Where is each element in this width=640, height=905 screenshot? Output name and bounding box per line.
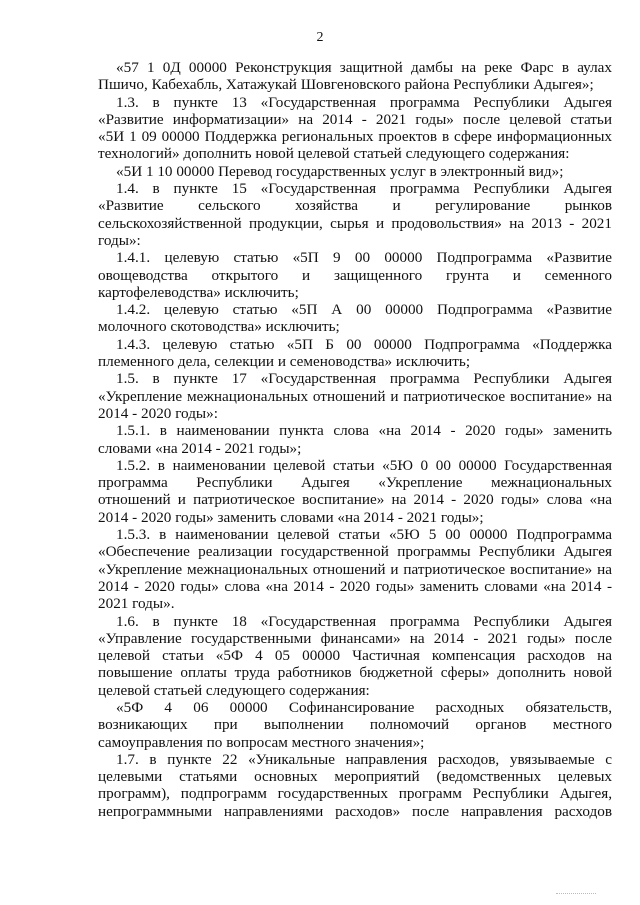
text-line: словами «на 2014 - 2021 годы»; [98, 439, 302, 457]
text-line: 1.5.2. в наименовании целевой статьи «5Ю 0 00 00000 Государственная [116, 456, 612, 474]
text-line: племенного дела, селекции и семеноводства» исключить; [98, 353, 471, 371]
text-line: годы»: [98, 231, 141, 249]
text-line: сельскохозяйственной продукции, сырья и продовольствия» на 2013 - 2021 [98, 214, 612, 232]
text-line: программа Республики Адыгея «Укрепление межнациональных [98, 474, 612, 492]
text-line: 2021 годы». [98, 595, 175, 613]
text-line: молочного скотоводства» исключить; [98, 318, 340, 336]
text-line: «5И 1 09 00000 Поддержка региональных проектов в сфере информационных [98, 128, 612, 146]
text-line: 1.4.3. целевую статью «5П Б 00 00000 Подпрограмма «Поддержка [116, 335, 612, 353]
text-line: 1.7. в пункте 22 «Уникальные направления расходов, увязываемые с [116, 750, 612, 768]
text-line: 1.4. в пункте 15 «Государственная программа Республики Адыгея [116, 180, 612, 198]
text-line: картофелеводства» исключить; [98, 283, 299, 301]
text-line: «Развитие информатизации» на 2014 - 2021 годы» после целевой статьи [98, 110, 612, 128]
text-line: 2014 - 2020 годы» слова «на 2014 - 2020 годы» заменить словами «на 2014 - [98, 577, 612, 595]
text-line: «Развитие сельского хозяйства и регулирование рынков [98, 197, 612, 215]
text-line: самоуправления по вопросам местного значения»; [98, 733, 425, 751]
text-line: 1.3. в пункте 13 «Государственная программа Республики Адыгея [116, 93, 612, 111]
text-line: «Укрепление межнациональных отношений и патриотическое воспитание» на [98, 560, 612, 578]
document-body [98, 59, 612, 820]
page-number: 2 [316, 30, 324, 45]
text-line: целевыми статьями основных мероприятий (ведомственных целевых [98, 768, 612, 786]
text-line: возникающих при выполнении полномочий органов местного [98, 716, 612, 734]
text-line: повышение оплаты труда работников бюджетной сферы» дополнить новой [98, 664, 612, 682]
text-line: 1.4.1. целевую статью «5П 9 00 00000 Подпрограмма «Развитие [116, 249, 612, 267]
text-line: Пшичо, Кабехабль, Хатажукай Шовгеновского района Республики Адыгея»; [98, 76, 594, 94]
scan-artifact [556, 893, 596, 895]
text-line: «57 1 0Д 00000 Реконструкция защитной дамбы на реке Фарс в аулах [116, 59, 612, 76]
text-line: отношений и патриотическое воспитание» на 2014 - 2020 годы» слова «на [98, 491, 612, 509]
text-line: овощеводства открытого и защищенного грунта и семенного [98, 266, 612, 284]
text-line: «5И 1 10 00000 Перевод государственных услуг в электронный вид»; [116, 162, 564, 180]
text-line: непрограммными направлениями расходов» после направления расходов [98, 802, 612, 820]
text-line: «Обеспечение реализации государственной программы Республики Адыгея [98, 543, 612, 561]
text-line: 1.5.3. в наименовании целевой статьи «5Ю 5 00 00000 Подпрограмма [116, 526, 612, 544]
text-line: целевой статьей следующего содержания: [98, 681, 370, 699]
text-line: 2014 - 2020 годы» заменить словами «на 2014 - 2021 годы»; [98, 508, 484, 526]
text-line: «Управление государственными финансами» на 2014 - 2021 годы» после [98, 629, 612, 647]
text-line: целевой статьи «5Ф 4 05 00000 Частичная компенсация расходов на [98, 647, 612, 665]
text-line: 1.6. в пункте 18 «Государственная программа Республики Адыгея [116, 612, 612, 630]
text-line: «5Ф 4 06 00000 Софинансирование расходных обязательств, [116, 698, 612, 716]
text-line: 1.5. в пункте 17 «Государственная программа Республики Адыгея [116, 370, 612, 388]
text-line: технологий» дополнить новой целевой статьей следующего содержания: [98, 145, 570, 163]
text-line: 1.5.1. в наименовании пункта слова «на 2014 - 2020 годы» заменить [116, 422, 612, 440]
text-line: 2014 - 2020 годы»: [98, 404, 218, 422]
text-line: «Укрепление межнациональных отношений и патриотическое воспитание» на [98, 387, 612, 405]
text-line: программ), подпрограмм государственных программ Республики Адыгея, [98, 785, 612, 803]
text-line: 1.4.2. целевую статью «5П А 00 00000 Подпрограмма «Развитие [116, 301, 612, 319]
